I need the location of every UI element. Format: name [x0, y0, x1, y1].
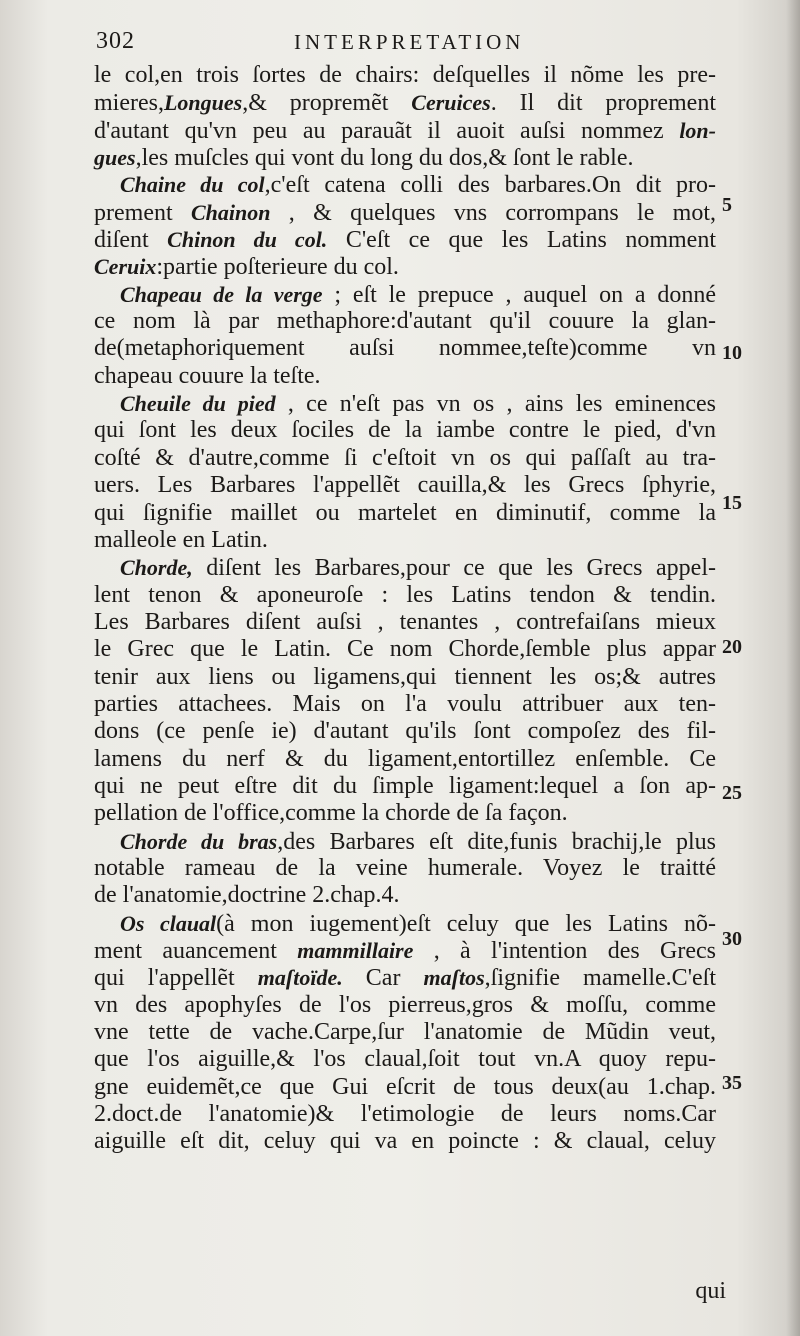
- text-run: qui ſont les deux ſociles de la iambe contre le pied, d'vn: [94, 417, 716, 444]
- text-line: [94, 609, 716, 636]
- text-run: , ce n'eſt pas vn os , ains les eminences: [275, 391, 716, 418]
- page-gutter-shadow: [786, 0, 800, 1336]
- text-line: [94, 445, 716, 472]
- text-run: gne euidemẽt,ce que Gui eſcrit de tous deux(au 1.chap.: [94, 1073, 716, 1100]
- page-number: 302: [96, 28, 135, 54]
- text-run: . Il dit proprement: [490, 90, 717, 117]
- text-line: [94, 1101, 716, 1128]
- italic-term: Ceruices: [411, 90, 491, 116]
- text-run: mieres,: [94, 90, 164, 117]
- italic-term: Chinon du col.: [167, 227, 328, 253]
- text-run: malleole en Latin.: [94, 526, 268, 553]
- margin-number: 15: [722, 492, 742, 514]
- italic-term: Chainon: [190, 199, 271, 225]
- text-line: [94, 89, 716, 116]
- text-line: [94, 335, 716, 362]
- text-run: ,& propremẽt: [242, 90, 412, 117]
- italic-term: lon-: [679, 117, 716, 143]
- page-header: [96, 28, 716, 62]
- text-run: diſent les Barbares,pour ce que les Grecs appel-: [192, 555, 716, 582]
- text-line: [94, 828, 716, 855]
- margin-number: 35: [722, 1072, 742, 1094]
- text-line: [94, 718, 716, 745]
- text-line: [94, 417, 716, 444]
- text-run: , à l'intention des Grecs: [413, 938, 716, 964]
- text-run: ; eſt le prepuce , auquel on a donné: [322, 281, 716, 308]
- text-line: [94, 1019, 716, 1046]
- text-run: , & quelques vns corrompans le mot,: [270, 199, 716, 226]
- italic-term: Chorde du bras: [120, 828, 278, 854]
- text-run: :partie poſterieure du col.: [156, 254, 399, 281]
- italic-term: Cheuile du pied: [120, 391, 276, 417]
- text-run: qui ſignifie maillet ou martelet en diminutif, comme la: [94, 499, 716, 526]
- italic-term: Longues: [163, 90, 243, 116]
- text-line: [94, 691, 716, 718]
- text-line: [94, 199, 716, 226]
- text-line: [94, 937, 716, 964]
- text-run: vn des apophyſes de l'os pierreus,gros & moſſu, comme: [94, 991, 716, 1018]
- text-run: le col,en trois ſortes de chairs: deſquelles il nõme les pre-: [94, 62, 716, 88]
- italic-term: mammillaire: [297, 938, 414, 963]
- text-run: coſté & d'autre,comme ſi c'eſtoit vn os qui paſſaſt au tra-: [94, 444, 716, 471]
- margin-number: 10: [722, 342, 742, 364]
- text-line: [94, 800, 716, 827]
- text-run: tenir aux liens ou ligamens,qui tiennent les os;& autres: [94, 663, 716, 690]
- text-run: ce nom là par methaphore:d'autant qu'il couure la glan-: [94, 308, 716, 335]
- text-run: le Grec que le Latin. Ce nom Chorde,ſemble plus appar: [94, 636, 716, 663]
- text-line: [94, 1046, 716, 1073]
- text-line: [94, 1128, 716, 1155]
- italic-term: Ceruix: [94, 254, 157, 280]
- text-line: [94, 855, 716, 882]
- text-run: lent tenon & aponeuroſe : les Latins tendon & tendin.: [94, 581, 716, 608]
- text-run: que l'os aiguille,& l'os claual,ſoit tout vn.A quoy repu-: [94, 1046, 716, 1073]
- text-run: prement: [94, 199, 191, 226]
- italic-term: Chaine du col: [120, 172, 265, 198]
- text-run: pellation de l'office,comme la chorde de ſa façon.: [94, 800, 568, 827]
- text-line: [94, 992, 716, 1019]
- text-run: chapeau couure la teſte.: [94, 362, 321, 389]
- text-run: ,c'eſt catena colli des barbares.On dit pro-: [264, 172, 717, 199]
- italic-term: maſtos: [423, 965, 485, 991]
- body-text: [94, 62, 716, 1156]
- italic-term: maſtoïde.: [257, 965, 343, 991]
- text-line: [94, 500, 716, 527]
- text-line: [94, 171, 716, 198]
- text-run: qui ne peut eſtre dit du ſimple ligament:lequel a ſon ap-: [94, 772, 716, 799]
- text-line: [94, 1074, 716, 1101]
- text-line: [94, 773, 716, 800]
- text-run: d'autant qu'vn peu au parauãt il auoit auſsi nommez: [94, 117, 680, 144]
- text-run: 2.doct.de l'anatomie)& l'etimologie de leurs noms.Car: [94, 1101, 716, 1128]
- text-run: Les Barbares diſent auſsi , tenantes , contrefaiſans mieux: [94, 608, 716, 635]
- text-line: [94, 363, 716, 390]
- text-run: lamens du nerf & du ligament,entortillez enſemble. Ce: [94, 745, 716, 772]
- text-run: Car: [342, 965, 424, 992]
- text-line: [94, 664, 716, 691]
- text-run: uers. Les Barbares l'appellẽt cauilla,& les Grecs ſphyrie,: [94, 472, 716, 499]
- text-line: [94, 882, 716, 909]
- margin-number: 5: [722, 194, 732, 216]
- text-line: [94, 472, 716, 499]
- italic-term: Chorde,: [120, 555, 193, 581]
- text-run: qui l'appellẽt: [94, 965, 258, 992]
- text-line: [94, 144, 716, 171]
- text-run: notable rameau de la veine humerale. Voyez le traitté: [94, 854, 716, 881]
- text-run: vne tette de vache.Carpe,ſur l'anatomie de Mũdin veut,: [94, 1019, 716, 1046]
- text-line: [94, 390, 716, 417]
- text-line: [94, 117, 716, 144]
- text-run: diſent: [94, 227, 168, 254]
- text-run: de(metaphoriquement auſsi nommee,teſte)comme vn: [94, 335, 716, 362]
- text-line: [94, 253, 716, 280]
- margin-number: 20: [722, 636, 742, 658]
- text-line: [94, 554, 716, 581]
- catchword: qui: [695, 1278, 726, 1304]
- text-line: [94, 964, 716, 991]
- text-run: C'eſt ce que les Latins nomment: [327, 227, 716, 254]
- text-line: [94, 281, 716, 308]
- margin-number: 25: [722, 782, 742, 804]
- text-line: [94, 636, 716, 663]
- text-line: [94, 582, 716, 609]
- text-line: [94, 226, 716, 253]
- text-run: de l'anatomie,doctrine 2.chap.4.: [94, 882, 400, 909]
- text-run: ment auancement: [94, 938, 298, 964]
- text-run: ,des Barbares eſt dite,funis brachij,le plus: [277, 828, 716, 855]
- text-line: [94, 308, 716, 335]
- text-line: [94, 746, 716, 773]
- margin-number: 30: [722, 928, 742, 950]
- italic-term: gues: [94, 145, 136, 171]
- italic-term: Chapeau de la verge: [120, 281, 323, 307]
- italic-term: Os claual: [120, 910, 217, 936]
- text-run: (à mon iugement)eſt celuy que les Latins nõ-: [216, 910, 716, 937]
- text-run: ,les muſcles qui vont du long du dos,& ſont le rable.: [135, 145, 634, 172]
- running-head: INTERPRETATION: [294, 30, 525, 54]
- text-run: dons (ce penſe ie) d'autant qu'ils ſont compoſez des fil-: [94, 718, 716, 745]
- text-run: ,ſignifie mamelle.C'eſt: [484, 965, 716, 992]
- text-line: [94, 62, 716, 89]
- text-run: parties attachees. Mais on l'a voulu attribuer aux ten-: [94, 690, 716, 717]
- text-line: [94, 527, 716, 554]
- text-run: aiguille eſt dit, celuy qui va en poincte : & claual, celuy: [94, 1128, 716, 1155]
- text-line: [94, 910, 716, 937]
